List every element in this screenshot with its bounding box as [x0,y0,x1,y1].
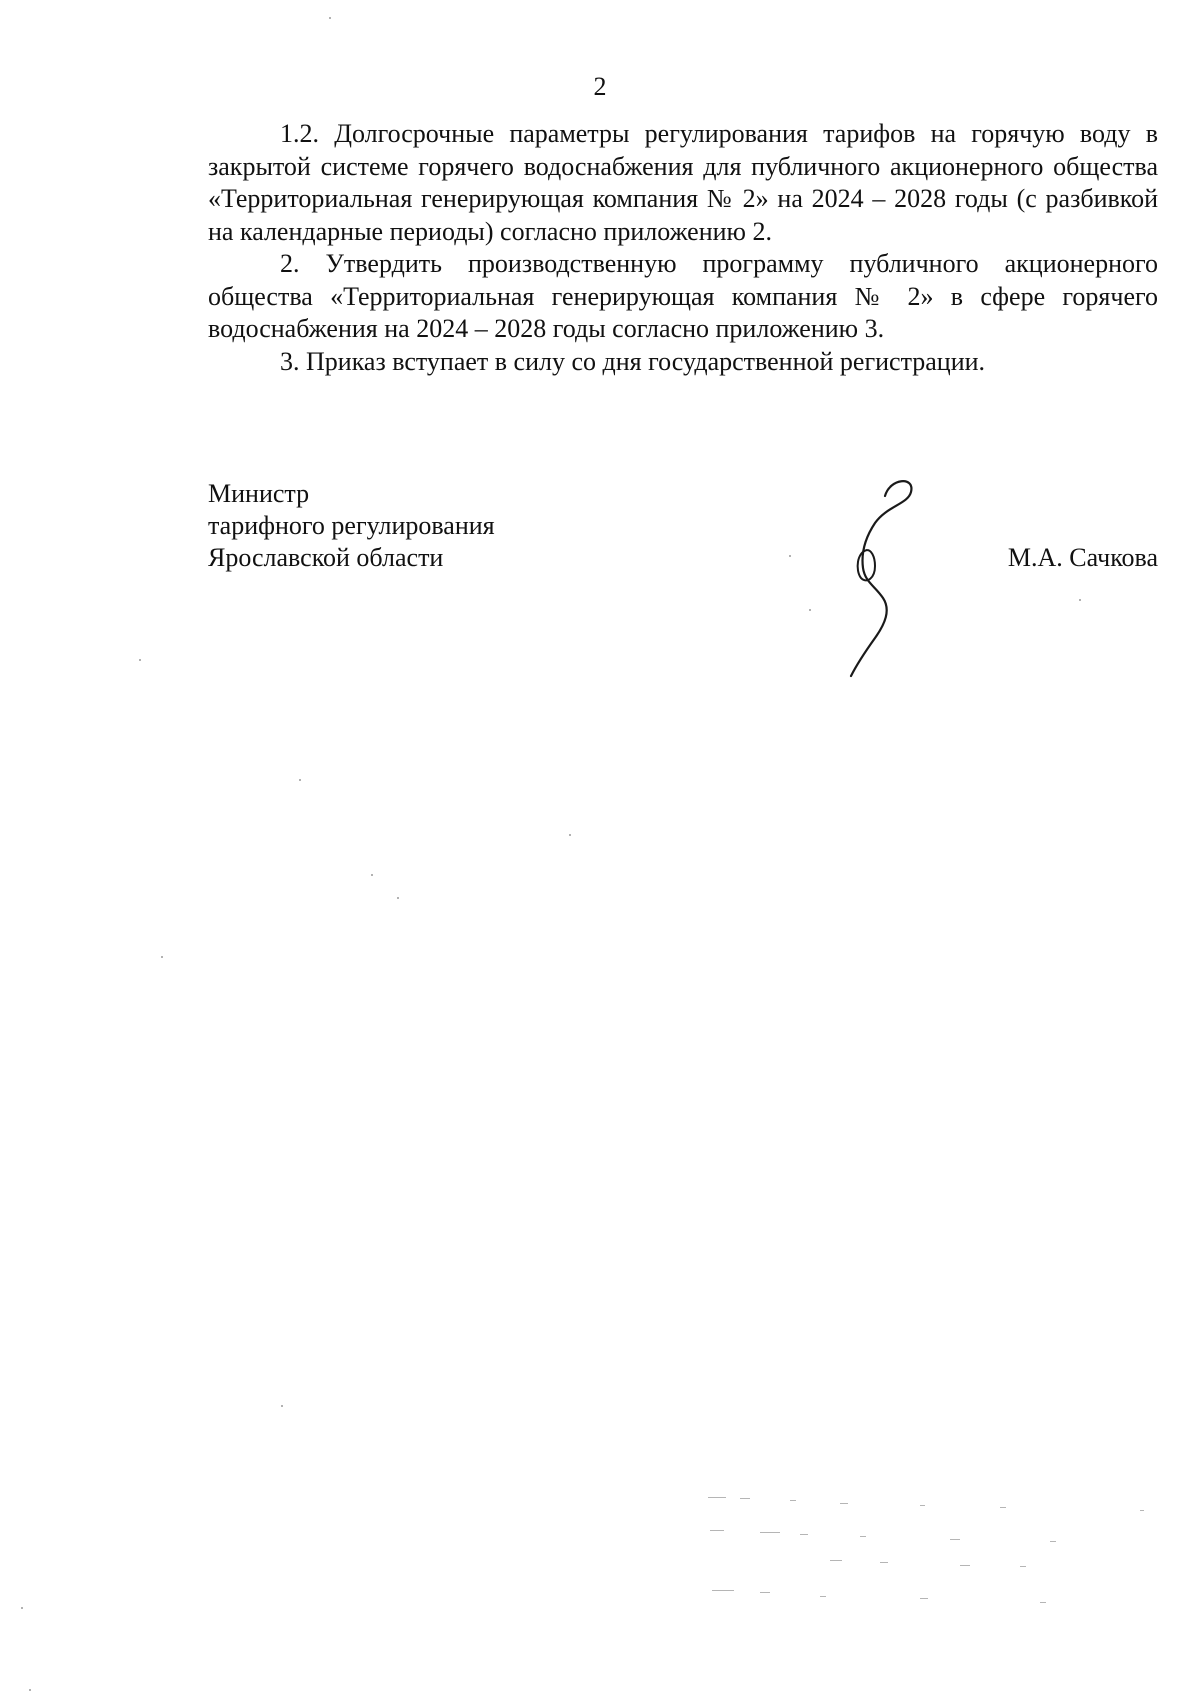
signatory-position [208,478,495,574]
paragraph-2: 2. Утвердить производственную программу публичного акционерного общества «Территориальная генерирующая компания № 2» в сфере горячего водоснабжения на 2024 – 2028 годы согласно приложению 3. [208,249,1158,343]
handwritten-signature-icon [835,478,945,678]
paragraph-1-2: 1.2. Долгосрочные параметры регулирования тарифов на горячую воду в закрытой системе горячего водоснабжения для публичного акционерного общества «Территориальная генерирующая компания № 2» на 2024 – 2028 годы (с разбивкой на календарные периоды) согласно приложению 2. [208,119,1158,246]
position-line-1: Министр [208,479,310,508]
paragraph-3: 3. Приказ вступает в силу со дня государственной регистрации. [280,346,986,376]
signer-name: М.А. Сачкова [1007,543,1158,572]
position-line-2: тарифного регулирования [208,511,495,540]
document-body [208,118,1158,378]
page-number: 2 [593,72,607,101]
position-line-3: Ярославской области [208,543,444,572]
